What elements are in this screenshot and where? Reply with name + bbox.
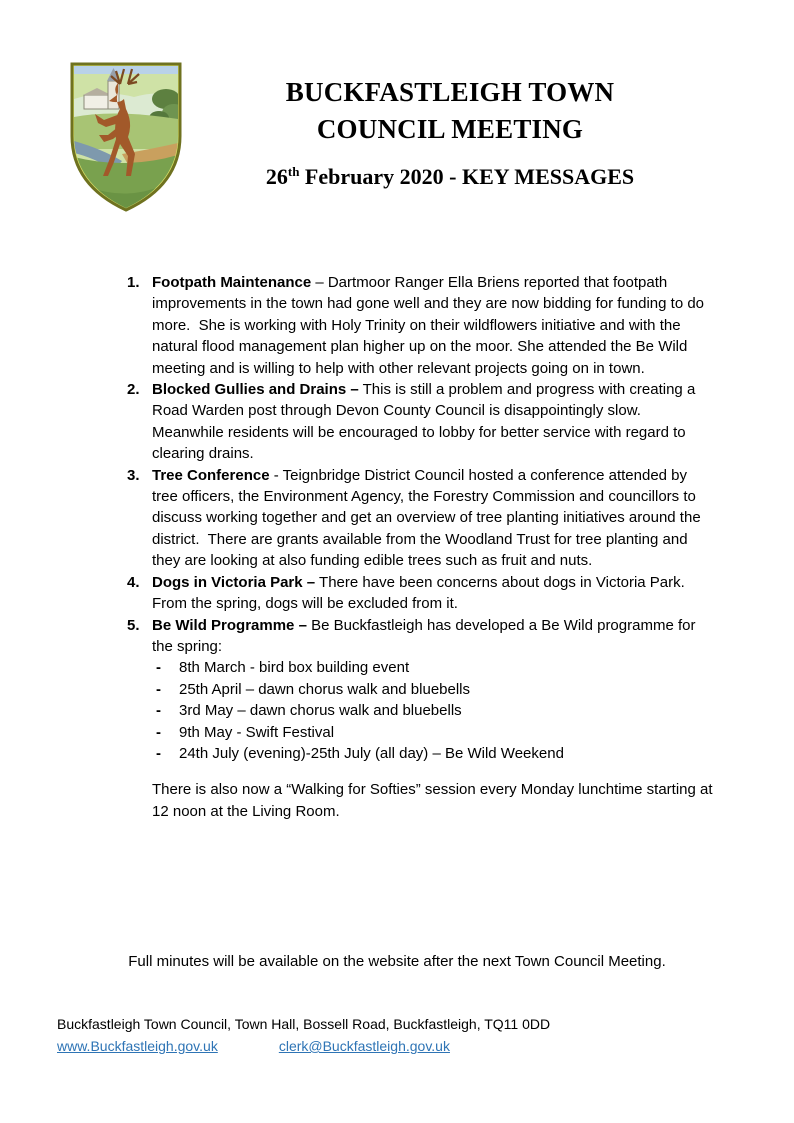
key-messages-list bbox=[127, 272, 715, 822]
item-text: This is still a problem and progress with creating a Road Warden post through Devon County Council is disappointingly slow. Meanwhile residents will be encouraged to lobby for better service with regard to clearing drains. bbox=[152, 381, 700, 463]
date-ordinal: th bbox=[287, 164, 300, 179]
item-text: – Dartmoor Ranger Ella Briens reported that footpath improvements in the town had gone well and they are now bidding for funding to do more. She is working with Holy Trinity on their wildflowers initiative and with the natural flood management plan higher up on the moor. She attended the Be Wild meeting and is willing to help with other relevant projects going on in town. bbox=[152, 274, 709, 377]
item-text: There have been concerns about dogs in Victoria Park. From the spring, dogs will be excluded from it. bbox=[152, 573, 694, 613]
sub-list-item bbox=[152, 722, 715, 743]
list-item-1 bbox=[127, 272, 715, 379]
item-number: 1. bbox=[127, 274, 140, 291]
list-item-2 bbox=[127, 379, 715, 465]
date-day: 26 bbox=[265, 164, 288, 189]
email-link[interactable]: clerk@Buckfastleigh.gov.uk bbox=[278, 1038, 450, 1054]
sub-item-text: 24th July (evening)-25th July (all day) – Be Wild Weekend bbox=[179, 744, 564, 762]
item-body bbox=[152, 379, 715, 465]
item-number: 5. bbox=[127, 616, 140, 634]
footer-links bbox=[57, 1035, 550, 1057]
item-number: 3. bbox=[127, 466, 140, 484]
item-text: Be Buckfastleigh has developed a Be Wild programme for the spring: bbox=[152, 616, 700, 655]
council-address: Buckfastleigh Town Council, Town Hall, Bossell Road, Buckfastleigh, TQ11 0DD bbox=[57, 1016, 551, 1032]
website-link[interactable]: www.Buckfastleigh.gov.uk bbox=[57, 1038, 218, 1054]
sub-item-text: 25th April – dawn chorus walk and bluebells bbox=[179, 680, 471, 698]
dash-bullet: - bbox=[156, 723, 161, 741]
item-body bbox=[152, 572, 715, 615]
sub-list-item bbox=[152, 657, 715, 678]
sub-item-text: 9th May - Swift Festival bbox=[179, 723, 335, 741]
dash-bullet: - bbox=[156, 702, 161, 720]
item-number: 2. bbox=[127, 381, 140, 399]
sub-list-item bbox=[152, 679, 715, 700]
dash-bullet: - bbox=[156, 680, 161, 698]
item-text: - Teignbridge District Council hosted a conference attended by tree officers, the Environment Agency, the Forestry Commission and councillors to discuss working together and get an overview of tree planting initiatives around the district. There are grants available from the Woodland Trust for tree planting and they are looking at also funding edible trees such as fruit and nuts. bbox=[152, 466, 705, 570]
list-item-4 bbox=[127, 572, 715, 615]
page-title bbox=[225, 74, 675, 148]
date-rest: February 2020 - KEY MESSAGES bbox=[304, 164, 635, 189]
document-subtitle bbox=[225, 164, 675, 190]
title-line-2: COUNCIL MEETING bbox=[316, 114, 584, 144]
list-item-5 bbox=[127, 615, 715, 765]
sub-item-text: 3rd May – dawn chorus walk and bluebells bbox=[179, 702, 462, 720]
item-title: Footpath Maintenance bbox=[152, 274, 312, 291]
town-crest-icon bbox=[62, 57, 190, 215]
document-header bbox=[225, 74, 675, 190]
item-body bbox=[152, 465, 715, 572]
closing-paragraph: There is also now a “Walking for Softies” session every Monday lunchtime starting at 12 noon at the Living Room. bbox=[152, 781, 717, 820]
item-body bbox=[152, 272, 715, 379]
sub-item-text: 8th March - bird box building event bbox=[179, 659, 410, 677]
sub-list-item bbox=[152, 743, 715, 764]
item-title: Be Wild Programme – bbox=[152, 616, 307, 634]
list-item-3 bbox=[127, 465, 715, 572]
item-title: Blocked Gullies and Drains – bbox=[152, 381, 359, 399]
sub-list bbox=[152, 657, 715, 764]
item-title: Tree Conference bbox=[152, 466, 270, 484]
town-crest bbox=[62, 57, 190, 215]
full-minutes-notice: Full minutes will be available on the website after the next Town Council Meeting. bbox=[128, 953, 666, 970]
item-number: 4. bbox=[127, 573, 140, 591]
item-title: Dogs in Victoria Park – bbox=[152, 573, 316, 591]
title-line-1: BUCKFASTLEIGH TOWN bbox=[285, 77, 615, 107]
dash-bullet: - bbox=[156, 659, 161, 677]
dash-bullet: - bbox=[156, 744, 161, 762]
item-body bbox=[152, 615, 715, 765]
sub-list-item bbox=[152, 700, 715, 721]
document-footer bbox=[57, 1013, 550, 1057]
